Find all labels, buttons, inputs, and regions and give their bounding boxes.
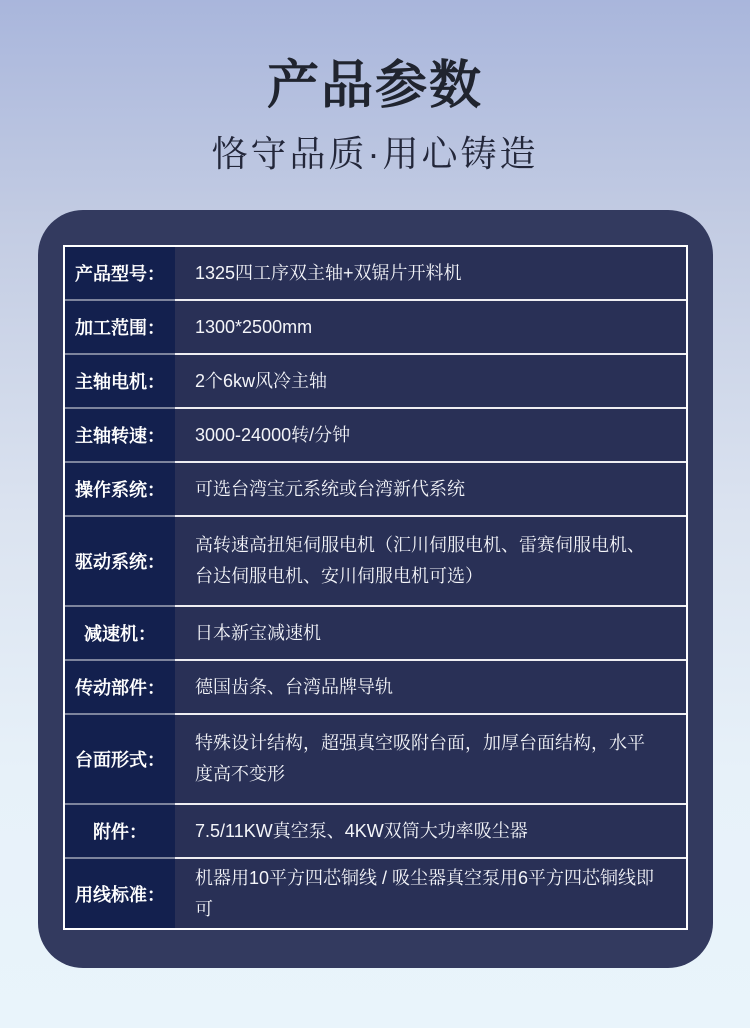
row-label: 传动部件： — [65, 661, 175, 715]
row-value: 7.5/11KW真空泵、4KW双筒大功率吸尘器 — [175, 805, 686, 859]
page-header — [0, 0, 750, 174]
table-row-table-type — [65, 715, 686, 805]
table-row-spindle-motor — [65, 355, 686, 409]
row-value: 2个6kw风冷主轴 — [175, 355, 686, 409]
row-value: 日本新宝减速机 — [175, 607, 686, 661]
spec-panel — [38, 210, 713, 968]
table-row-operating-system — [65, 463, 686, 517]
table-row-accessories — [65, 805, 686, 859]
row-label: 台面形式： — [65, 715, 175, 805]
table-row-drive-system — [65, 517, 686, 607]
table-row-product-model — [65, 247, 686, 301]
row-label: 主轴转速： — [65, 409, 175, 463]
row-value: 机器用10平方四芯铜线 / 吸尘器真空泵用6平方四芯铜线即可 — [175, 859, 686, 928]
table-row-reducer — [65, 607, 686, 661]
page-subtitle: 恪守品质·用心铸造 — [211, 133, 539, 174]
row-value: 高转速高扭矩伺服电机（汇川伺服电机、雷赛伺服电机、台达伺服电机、安川伺服电机可选） — [175, 517, 686, 607]
row-label: 产品型号： — [65, 247, 175, 301]
row-label: 附件： — [65, 805, 175, 859]
row-label: 驱动系统： — [65, 517, 175, 607]
row-label: 加工范围： — [65, 301, 175, 355]
table-row-spindle-speed — [65, 409, 686, 463]
table-row-wiring-standard — [65, 859, 686, 928]
row-label: 操作系统： — [65, 463, 175, 517]
row-label: 减速机： — [65, 607, 175, 661]
table-row-transmission-parts — [65, 661, 686, 715]
page-title: 产品参数 — [266, 57, 483, 115]
row-value: 特殊设计结构，超强真空吸附台面，加厚台面结构，水平度高不变形 — [175, 715, 686, 805]
row-label: 用线标准： — [65, 859, 175, 928]
row-value: 1300*2500mm — [175, 301, 686, 355]
row-value: 3000-24000转/分钟 — [175, 409, 686, 463]
table-row-working-area — [65, 301, 686, 355]
row-label: 主轴电机： — [65, 355, 175, 409]
row-value: 1325四工序双主轴+双锯片开料机 — [175, 247, 686, 301]
row-value: 可选台湾宝元系统或台湾新代系统 — [175, 463, 686, 517]
row-value: 德国齿条、台湾品牌导轨 — [175, 661, 686, 715]
spec-table — [63, 245, 688, 930]
